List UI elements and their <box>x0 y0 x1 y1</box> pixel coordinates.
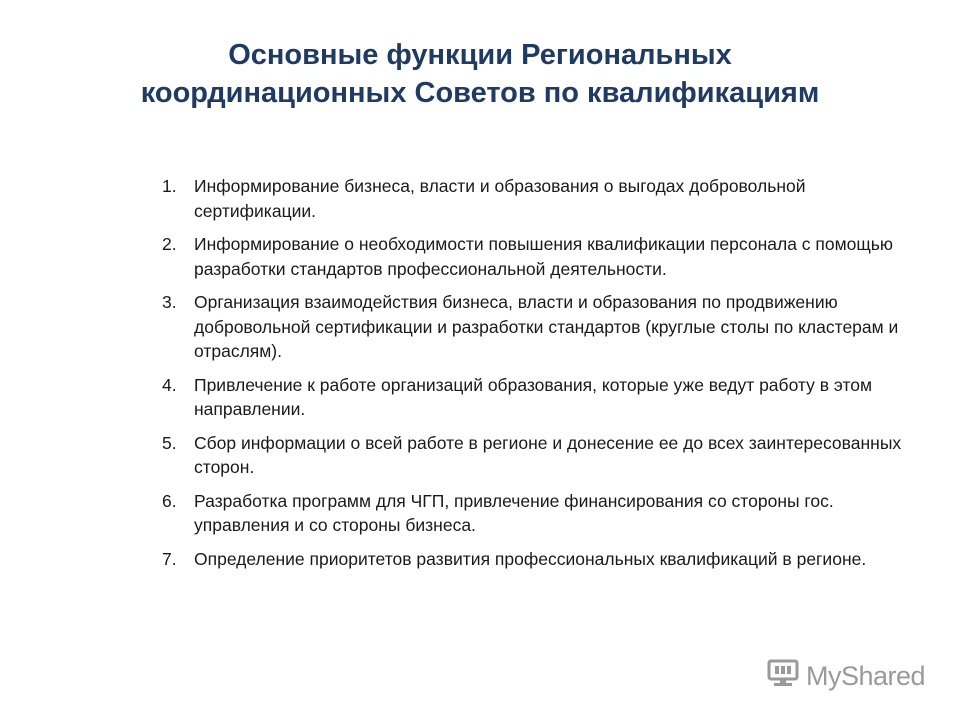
list-item <box>162 489 912 538</box>
list-item <box>162 290 912 364</box>
functions-list <box>162 174 912 580</box>
slide-title <box>60 36 900 112</box>
list-item <box>162 174 912 223</box>
slide-title-line-2: координационных Советов по квалификациям <box>140 77 820 109</box>
list-item-text: Разработка программ для ЧГП, привлечение финансирования со стороны гос. управления и со стороны бизнеса. <box>194 490 834 535</box>
list-item-number: 5. <box>162 432 177 453</box>
myshared-watermark[interactable] <box>766 656 925 696</box>
list-item-number: 6. <box>162 490 177 511</box>
list-item-number: 1. <box>162 176 177 196</box>
list-item-text: Сбор информации о всей работе в регионе и донесение ее до всех заинтересованных сторон. <box>194 432 902 477</box>
list-item-text: Информирование о необходимости повышения квалификации персонала с помощью разработки стандартов профессиональной деятельности. <box>194 234 894 279</box>
list-item-number: 2. <box>162 234 177 254</box>
list-item-number: 3. <box>162 292 177 312</box>
list-item <box>162 431 912 480</box>
list-item-text: Организация взаимодействия бизнеса, власти и образования по продвижению добровольной сертификации и разработки стандартов (круглые столы по кластерам и отраслям). <box>194 292 899 361</box>
list-item-number: 4. <box>162 374 177 395</box>
list-item <box>162 547 912 572</box>
list-item-text: Привлечение к работе организаций образования, которые уже ведут работу в этом направлении. <box>194 374 873 419</box>
list-item <box>162 232 912 281</box>
list-item-number: 7. <box>162 548 177 569</box>
list-item-text: Определение приоритетов развития профессиональных квалификаций в регионе. <box>194 548 867 569</box>
list-item-text: Информирование бизнеса, власти и образования о выгодах добровольной сертификации. <box>194 176 806 221</box>
slide-title-line-1: Основные функции Региональных <box>228 39 732 71</box>
list-item <box>162 373 912 422</box>
watermark-text: MyShared <box>806 660 926 691</box>
mysharedlogo-icon <box>766 659 800 694</box>
